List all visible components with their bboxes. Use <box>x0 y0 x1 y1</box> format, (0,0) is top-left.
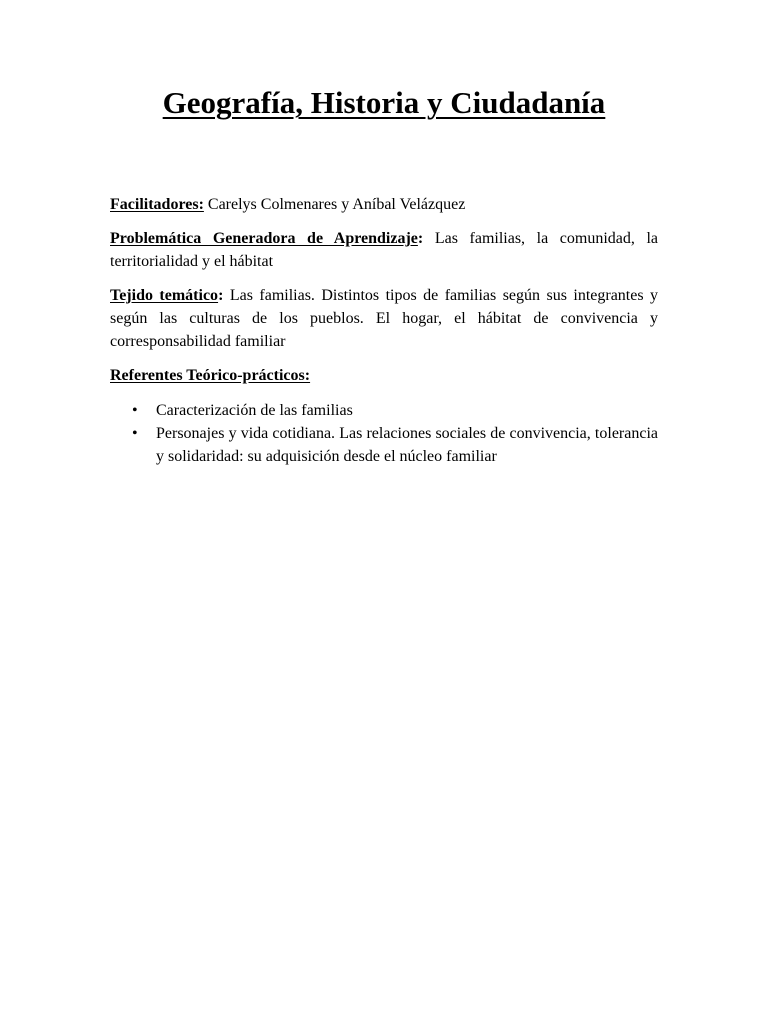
list-item <box>110 422 658 468</box>
document-title: Geografía, Historia y Ciudadanía <box>162 85 606 120</box>
tejido-colon: : <box>218 287 224 304</box>
document-body <box>110 193 658 468</box>
bullet-icon: • <box>132 425 138 442</box>
bullet-icon: • <box>132 402 138 419</box>
tejido-label: Tejido temático <box>110 287 219 304</box>
tejido-paragraph <box>110 284 658 353</box>
problematica-text: Las familias, la comunidad, la territorialidad y el hábitat <box>110 230 659 270</box>
list-item-text: Caracterización de las familias <box>156 402 353 419</box>
referentes-list <box>110 399 658 468</box>
facilitadores-label: Facilitadores: <box>110 196 204 213</box>
facilitadores-text: Carelys Colmenares y Aníbal Velázquez <box>207 196 466 213</box>
list-item-text: Personajes y vida cotidiana. Las relaciones sociales de convivencia, tolerancia y solidaridad: su adquisición desde el núcleo familiar <box>156 425 658 465</box>
tejido-text: Las familias. Distintos tipos de familias según sus integrantes y según las culturas de los pueblos. El hogar, el hábitat de convivencia y corresponsabilidad familiar <box>110 287 659 350</box>
referentes-paragraph <box>110 364 658 387</box>
facilitadores-paragraph <box>110 193 658 216</box>
problematica-colon: : <box>417 230 424 247</box>
problematica-paragraph <box>110 227 658 273</box>
referentes-label: Referentes Teórico-prácticos: <box>110 367 311 384</box>
problematica-label: Problemática Generadora de Aprendizaje <box>110 230 418 247</box>
list-item <box>110 399 658 422</box>
